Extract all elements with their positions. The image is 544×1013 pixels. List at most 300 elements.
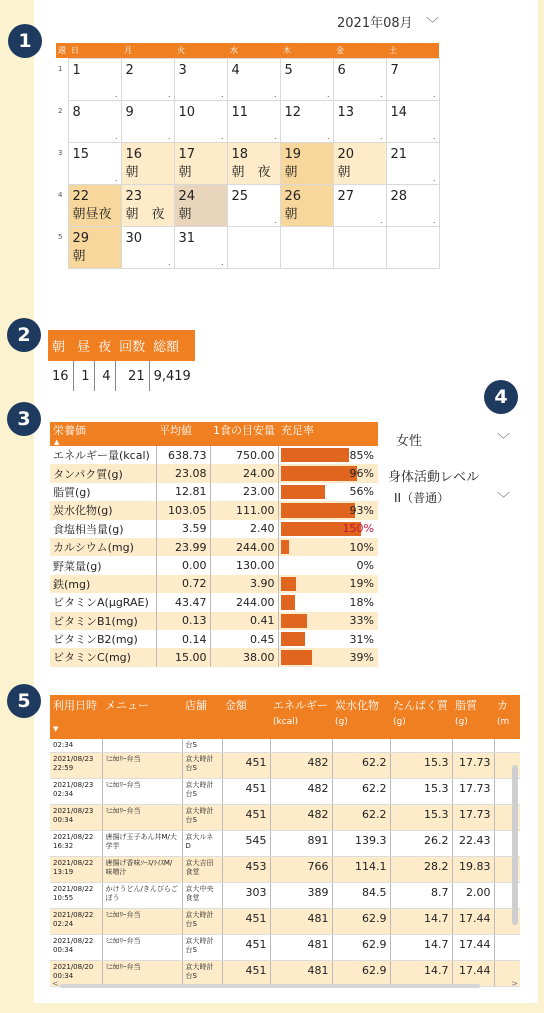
history-fat: 17.44 — [452, 961, 494, 987]
history-price: 451 — [222, 779, 270, 805]
calendar-day-cell[interactable] — [333, 184, 386, 226]
history-header-label: カ — [497, 699, 508, 712]
calendar-day-cell[interactable] — [121, 184, 174, 226]
history-column-header[interactable] — [270, 695, 332, 739]
day-number: 9 — [125, 104, 134, 120]
history-header-label: 脂質 — [455, 699, 477, 712]
day-number: 13 — [337, 104, 355, 120]
calendar-day-cell[interactable] — [174, 100, 227, 142]
nutrient-average: 0.13 — [156, 612, 210, 630]
calendar-day-cell[interactable] — [386, 58, 439, 100]
nutrient-name: ビタミンB2(mg) — [50, 630, 156, 648]
day-number: 15 — [72, 146, 90, 162]
calendar-week-row — [56, 142, 439, 184]
meal-marks: 朝 夜 — [125, 206, 165, 222]
weekday-header: 月 — [121, 43, 174, 58]
day-dot-marker: . — [432, 173, 436, 183]
day-number: 16 — [125, 146, 143, 162]
history-empty-cell — [390, 739, 452, 753]
history-protein: 26.2 — [390, 831, 452, 857]
fulfillment-cell — [278, 648, 378, 666]
week-number: 5 — [56, 226, 68, 268]
history-header-label: メニュー — [105, 699, 149, 712]
nutrition-row — [50, 575, 378, 593]
nutrient-name: 鉄(mg) — [50, 575, 156, 593]
fulfillment-cell — [278, 520, 378, 538]
calendar-day-cell[interactable] — [121, 142, 174, 184]
calendar-day-cell[interactable] — [68, 100, 121, 142]
nutrition-row — [50, 648, 378, 666]
day-number: 28 — [390, 188, 408, 204]
day-number: 21 — [390, 146, 408, 162]
summary-value: 1 — [73, 361, 94, 391]
history-column-header[interactable] — [222, 695, 270, 739]
calendar-day-cell[interactable] — [333, 100, 386, 142]
history-menu: 唐揚げ玉子あん丼M/大学芋 — [102, 831, 182, 857]
meal-marks: 朝 — [72, 248, 86, 264]
day-dot-marker: . — [220, 257, 224, 267]
history-menu: かけうどん/きんぴらごぼう — [102, 883, 182, 909]
day-dot-marker: . — [167, 89, 171, 99]
nutrient-target: 23.00 — [210, 483, 278, 501]
chevron-down-icon: ﹀ — [496, 492, 510, 507]
nutrient-name: 野菜量(g) — [50, 556, 156, 574]
history-protein: 14.7 — [390, 909, 452, 935]
nutrient-name: 脂質(g) — [50, 483, 156, 501]
history-energy: 891 — [270, 831, 332, 857]
day-dot-marker: . — [273, 215, 277, 225]
nutrient-average: 43.47 — [156, 593, 210, 611]
fulfillment-percent: 96% — [349, 467, 374, 481]
fulfillment-cell — [278, 556, 378, 574]
table-row[interactable] — [50, 909, 520, 935]
day-dot-marker: . — [432, 215, 436, 225]
calendar-day-cell[interactable] — [333, 58, 386, 100]
history-price: 545 — [222, 831, 270, 857]
calendar-week-row — [56, 58, 439, 100]
fulfillment-cell — [278, 464, 378, 482]
history-date: 02:34 — [50, 739, 102, 753]
history-date: 2021/08/22 13:19 — [50, 857, 102, 883]
history-store: 京大時計台S — [182, 779, 222, 805]
section-badge-3: 3 — [7, 402, 41, 436]
calendar-day-cell[interactable] — [68, 184, 121, 226]
history-carbs: 139.3 — [332, 831, 390, 857]
summary-value: 21 — [115, 361, 149, 391]
day-dot-marker: . — [379, 215, 383, 225]
nutrition-row — [50, 538, 378, 556]
history-date: 2021/08/20 00:34 — [50, 961, 102, 987]
calendar-day-cell[interactable] — [280, 142, 333, 184]
table-row[interactable] — [50, 805, 520, 831]
history-empty-cell — [222, 739, 270, 753]
calendar-day-cell — [280, 226, 333, 268]
history-header-label: 炭水化物 — [335, 699, 379, 712]
week-number: 2 — [56, 100, 68, 142]
history-column-header[interactable] — [50, 695, 102, 739]
nutrition-row — [50, 593, 378, 611]
nutrition-row — [50, 612, 378, 630]
week-number: 4 — [56, 184, 68, 226]
day-number: 30 — [125, 230, 143, 246]
history-table-container[interactable] — [50, 695, 520, 987]
nutrient-average: 23.08 — [156, 464, 210, 482]
sort-ascending-icon[interactable]: ▲ — [54, 438, 60, 446]
day-number: 31 — [178, 230, 196, 246]
nutrition-row — [50, 501, 378, 519]
day-number: 23 — [125, 188, 143, 204]
summary-value: 16 — [48, 361, 73, 391]
history-date: 2021/08/23 02:34 — [50, 779, 102, 805]
day-number: 24 — [178, 188, 196, 204]
day-number: 3 — [178, 62, 187, 78]
calendar-day-cell[interactable] — [68, 58, 121, 100]
gender-dropdown[interactable] — [388, 422, 516, 454]
calendar-day-cell — [227, 226, 280, 268]
horizontal-scrollbar[interactable] — [50, 979, 520, 990]
history-menu: ﾐﾆｶﾛﾘｰ弁当 — [102, 779, 182, 805]
nutrient-name: 食塩相当量(g) — [50, 520, 156, 538]
nutrition-header — [278, 422, 378, 446]
history-date: 2021/08/23 00:34 — [50, 805, 102, 831]
nutrient-name: タンパク質(g) — [50, 464, 156, 482]
calendar-day-cell[interactable] — [174, 226, 227, 268]
nutrient-name: 炭水化物(g) — [50, 501, 156, 519]
calendar-day-cell — [333, 226, 386, 268]
history-menu: ﾐﾆｶﾛﾘｰ弁当 — [102, 753, 182, 779]
history-fat: 17.73 — [452, 753, 494, 779]
history-store: 京大ルネD — [182, 831, 222, 857]
history-store: 京大吉田食堂 — [182, 857, 222, 883]
meal-marks: 朝 — [284, 206, 298, 222]
nutrient-target: 38.00 — [210, 648, 278, 666]
history-carbs: 62.9 — [332, 935, 390, 961]
nutrient-target: 2.40 — [210, 520, 278, 538]
history-energy: 389 — [270, 883, 332, 909]
calendar-week-row — [56, 184, 439, 226]
summary-header: 夜 — [94, 330, 115, 361]
day-number: 29 — [72, 230, 90, 246]
history-table — [50, 695, 520, 987]
day-number: 14 — [390, 104, 408, 120]
chevron-down-icon: ﹀ — [425, 17, 439, 32]
calendar-day-cell[interactable] — [68, 226, 121, 268]
history-protein: 14.7 — [390, 935, 452, 961]
history-menu: ﾐﾆｶﾛﾘｰ弁当 — [102, 961, 182, 987]
fulfillment-percent: 56% — [349, 485, 374, 499]
table-row[interactable] — [50, 831, 520, 857]
summary-header: 昼 — [73, 330, 94, 361]
history-column-header[interactable] — [390, 695, 452, 739]
vertical-scrollbar[interactable] — [512, 765, 518, 925]
day-number: 10 — [178, 104, 196, 120]
nutrient-target: 24.00 — [210, 464, 278, 482]
fulfillment-cell — [278, 446, 378, 464]
nutrition-row — [50, 483, 378, 501]
nutrition-header[interactable] — [50, 422, 156, 446]
meal-summary-table — [48, 330, 195, 391]
history-carbs: 62.2 — [332, 753, 390, 779]
history-date: 2021/08/22 10:55 — [50, 883, 102, 909]
nutrient-target: 0.41 — [210, 612, 278, 630]
calendar-day-cell[interactable] — [227, 184, 280, 226]
table-row[interactable] — [50, 753, 520, 779]
nutrition-header-label: 平均値 — [159, 424, 192, 437]
nutrient-name: ビタミンB1(mg) — [50, 612, 156, 630]
history-column-header[interactable] — [452, 695, 494, 739]
nutrient-target: 3.90 — [210, 575, 278, 593]
week-number: 1 — [56, 58, 68, 100]
history-header-label: 店舗 — [185, 699, 207, 712]
history-store: 京大中央食堂 — [182, 883, 222, 909]
weekday-header: 木 — [280, 43, 333, 58]
nutrient-average: 103.05 — [156, 501, 210, 519]
calendar-day-cell[interactable] — [121, 100, 174, 142]
history-energy: 482 — [270, 779, 332, 805]
day-dot-marker: . — [432, 89, 436, 99]
nutrient-average: 3.59 — [156, 520, 210, 538]
history-energy: 481 — [270, 909, 332, 935]
history-empty-cell — [494, 739, 520, 753]
history-header-label: 金額 — [225, 699, 247, 712]
day-number: 5 — [284, 62, 293, 78]
history-column-header[interactable] — [494, 695, 520, 739]
nutrient-name: エネルギー量(kcal) — [50, 446, 156, 464]
calendar-day-cell[interactable] — [386, 184, 439, 226]
summary-header: 朝 — [48, 330, 73, 361]
history-column-header[interactable] — [102, 695, 182, 739]
nutrition-row — [50, 464, 378, 482]
history-header-unit: (kcal) — [273, 717, 299, 727]
week-number: 3 — [56, 142, 68, 184]
nutrient-average: 0.14 — [156, 630, 210, 648]
nutrient-target: 244.00 — [210, 593, 278, 611]
nutrition-row — [50, 446, 378, 464]
history-column-header[interactable] — [182, 695, 222, 739]
weekday-header: 日 — [68, 43, 121, 58]
history-date: 2021/08/22 02:24 — [50, 909, 102, 935]
history-store: 京大時計台S — [182, 805, 222, 831]
summary-value: 9,419 — [153, 368, 191, 384]
history-carbs: 62.2 — [332, 805, 390, 831]
calendar-day-cell[interactable] — [227, 142, 280, 184]
nutrient-average: 23.99 — [156, 538, 210, 556]
calendar-day-cell[interactable] — [174, 142, 227, 184]
history-price: 303 — [222, 883, 270, 909]
history-energy: 481 — [270, 935, 332, 961]
history-price: 451 — [222, 961, 270, 987]
fulfillment-percent: 18% — [349, 595, 374, 609]
day-number: 12 — [284, 104, 302, 120]
calendar-day-cell[interactable] — [386, 100, 439, 142]
scroll-right-icon[interactable]: > — [511, 979, 518, 988]
calendar-day-cell — [386, 226, 439, 268]
calendar-week-row — [56, 226, 439, 268]
day-dot-marker: . — [379, 131, 383, 141]
section-badge-1: 1 — [8, 24, 42, 58]
activity-level-dropdown[interactable] — [388, 484, 516, 512]
history-carbs: 62.2 — [332, 779, 390, 805]
history-fat: 2.00 — [452, 883, 494, 909]
history-price: 451 — [222, 935, 270, 961]
calendar-day-cell[interactable] — [121, 226, 174, 268]
chevron-down-icon: ﹀ — [496, 433, 510, 448]
calendar-day-cell[interactable] — [386, 142, 439, 184]
history-protein: 8.7 — [390, 883, 452, 909]
fulfillment-cell — [278, 538, 378, 556]
fulfillment-cell — [278, 593, 378, 611]
history-date: 2021/08/22 16:32 — [50, 831, 102, 857]
history-energy: 482 — [270, 805, 332, 831]
day-number: 18 — [231, 146, 249, 162]
nutrient-average: 0.72 — [156, 575, 210, 593]
calendar-day-cell[interactable] — [333, 142, 386, 184]
calendar-day-cell[interactable] — [280, 184, 333, 226]
nutrition-row — [50, 630, 378, 648]
weekday-header: 火 — [174, 43, 227, 58]
weekday-header: 土 — [386, 43, 439, 58]
table-row[interactable] — [50, 883, 520, 909]
section-badge-2: 2 — [7, 318, 41, 352]
table-row[interactable] — [50, 935, 520, 961]
calendar-day-cell[interactable] — [121, 58, 174, 100]
nutrient-average: 638.73 — [156, 446, 210, 464]
weekday-header: 水 — [227, 43, 280, 58]
history-carbs: 84.5 — [332, 883, 390, 909]
day-number: 19 — [284, 146, 302, 162]
day-number: 2 — [125, 62, 134, 78]
history-carbs: 62.9 — [332, 961, 390, 987]
history-carbs: 114.1 — [332, 857, 390, 883]
nutrient-average: 12.81 — [156, 483, 210, 501]
history-price: 451 — [222, 909, 270, 935]
day-number: 6 — [337, 62, 346, 78]
summary-value: 4 — [94, 361, 115, 391]
day-number: 4 — [231, 62, 240, 78]
history-menu: ﾐﾆｶﾛﾘｰ弁当 — [102, 935, 182, 961]
scroll-left-icon[interactable]: < — [52, 979, 59, 988]
history-menu — [102, 739, 182, 753]
history-protein: 14.7 — [390, 961, 452, 987]
nutrient-name: ビタミンA(μgRAE) — [50, 593, 156, 611]
history-header-label: たんぱく質 — [393, 699, 448, 712]
fulfillment-percent: 85% — [349, 448, 374, 462]
meal-marks: 朝 — [178, 164, 192, 180]
history-energy: 481 — [270, 961, 332, 987]
week-header: 週 — [56, 43, 68, 58]
nutrient-average: 15.00 — [156, 648, 210, 666]
day-dot-marker: . — [326, 131, 330, 141]
history-menu: 唐揚げ香味ｿｰｽ/ﾗｲｽM/味噌汁 — [102, 857, 182, 883]
nutrient-target: 244.00 — [210, 538, 278, 556]
calendar-day-cell[interactable] — [280, 58, 333, 100]
weekday-header: 金 — [333, 43, 386, 58]
meal-calendar — [56, 43, 440, 269]
fulfillment-cell — [278, 612, 378, 630]
day-number: 7 — [390, 62, 399, 78]
section-badge-4: 4 — [484, 380, 518, 414]
nutrient-target: 111.00 — [210, 501, 278, 519]
history-header-unit: (g) — [335, 717, 348, 727]
history-carbs: 62.9 — [332, 909, 390, 935]
day-dot-marker: . — [114, 89, 118, 99]
history-menu: ﾐﾆｶﾛﾘｰ弁当 — [102, 805, 182, 831]
day-number: 26 — [284, 188, 302, 204]
history-empty-cell — [452, 739, 494, 753]
fulfillment-percent: 39% — [349, 650, 374, 664]
history-energy: 766 — [270, 857, 332, 883]
calendar-day-cell[interactable] — [227, 58, 280, 100]
day-dot-marker: . — [432, 131, 436, 141]
day-dot-marker: . — [167, 257, 171, 267]
fulfillment-percent: 33% — [349, 614, 374, 628]
day-number: 17 — [178, 146, 196, 162]
meal-marks: 朝 — [337, 164, 351, 180]
history-header-label: 利用日時 — [53, 699, 97, 712]
horizontal-scroll-thumb[interactable] — [60, 984, 480, 988]
month-value: 2021年08月 — [337, 16, 413, 31]
nutrition-header-label: 栄養価 — [53, 424, 86, 437]
history-header-unit: (g) — [455, 717, 468, 727]
summary-header: 回数 — [115, 330, 149, 361]
nutrient-average: 0.00 — [156, 556, 210, 574]
history-price: 451 — [222, 753, 270, 779]
sort-descending-icon[interactable]: ▼ — [53, 725, 59, 733]
history-calcium — [494, 935, 520, 961]
calendar-day-cell[interactable] — [174, 58, 227, 100]
history-protein: 15.3 — [390, 805, 452, 831]
fulfillment-percent: 93% — [349, 503, 374, 517]
month-dropdown[interactable] — [337, 12, 447, 36]
history-store: 京大時計台S — [182, 935, 222, 961]
history-protein: 15.3 — [390, 779, 452, 805]
day-dot-marker: . — [220, 89, 224, 99]
summary-header: 総額 — [149, 330, 195, 361]
history-column-header[interactable] — [332, 695, 390, 739]
history-header-label: エネルギー — [273, 699, 328, 712]
calendar-day-cell[interactable] — [280, 100, 333, 142]
meal-marks: 朝 — [284, 164, 298, 180]
fulfillment-percent: 0% — [356, 559, 374, 573]
history-protein: 28.2 — [390, 857, 452, 883]
nutrient-target: 0.45 — [210, 630, 278, 648]
activity-level-value: II（普通） — [394, 491, 450, 505]
calendar-day-cell[interactable] — [68, 142, 121, 184]
calendar-day-cell[interactable] — [227, 100, 280, 142]
day-number: 22 — [72, 188, 90, 204]
day-dot-marker: . — [220, 131, 224, 141]
history-empty-cell — [332, 739, 390, 753]
table-row[interactable] — [50, 857, 520, 883]
meal-marks: 朝 — [125, 164, 139, 180]
fulfillment-percent: 150% — [342, 522, 374, 536]
gender-value: 女性 — [396, 434, 423, 449]
fulfillment-cell — [278, 575, 378, 593]
history-fat: 22.43 — [452, 831, 494, 857]
table-row[interactable] — [50, 779, 520, 805]
history-header-unit: (g) — [393, 717, 406, 727]
history-energy: 482 — [270, 753, 332, 779]
history-fat: 17.73 — [452, 779, 494, 805]
calendar-day-cell[interactable] — [174, 184, 227, 226]
nutrient-name: カルシウム(mg) — [50, 538, 156, 556]
nutrition-header — [210, 422, 278, 446]
day-dot-marker: . — [114, 173, 118, 183]
fulfillment-percent: 31% — [349, 632, 374, 646]
history-empty-cell — [270, 739, 332, 753]
meal-marks: 朝 夜 — [231, 164, 271, 180]
fulfillment-percent: 10% — [349, 540, 374, 554]
